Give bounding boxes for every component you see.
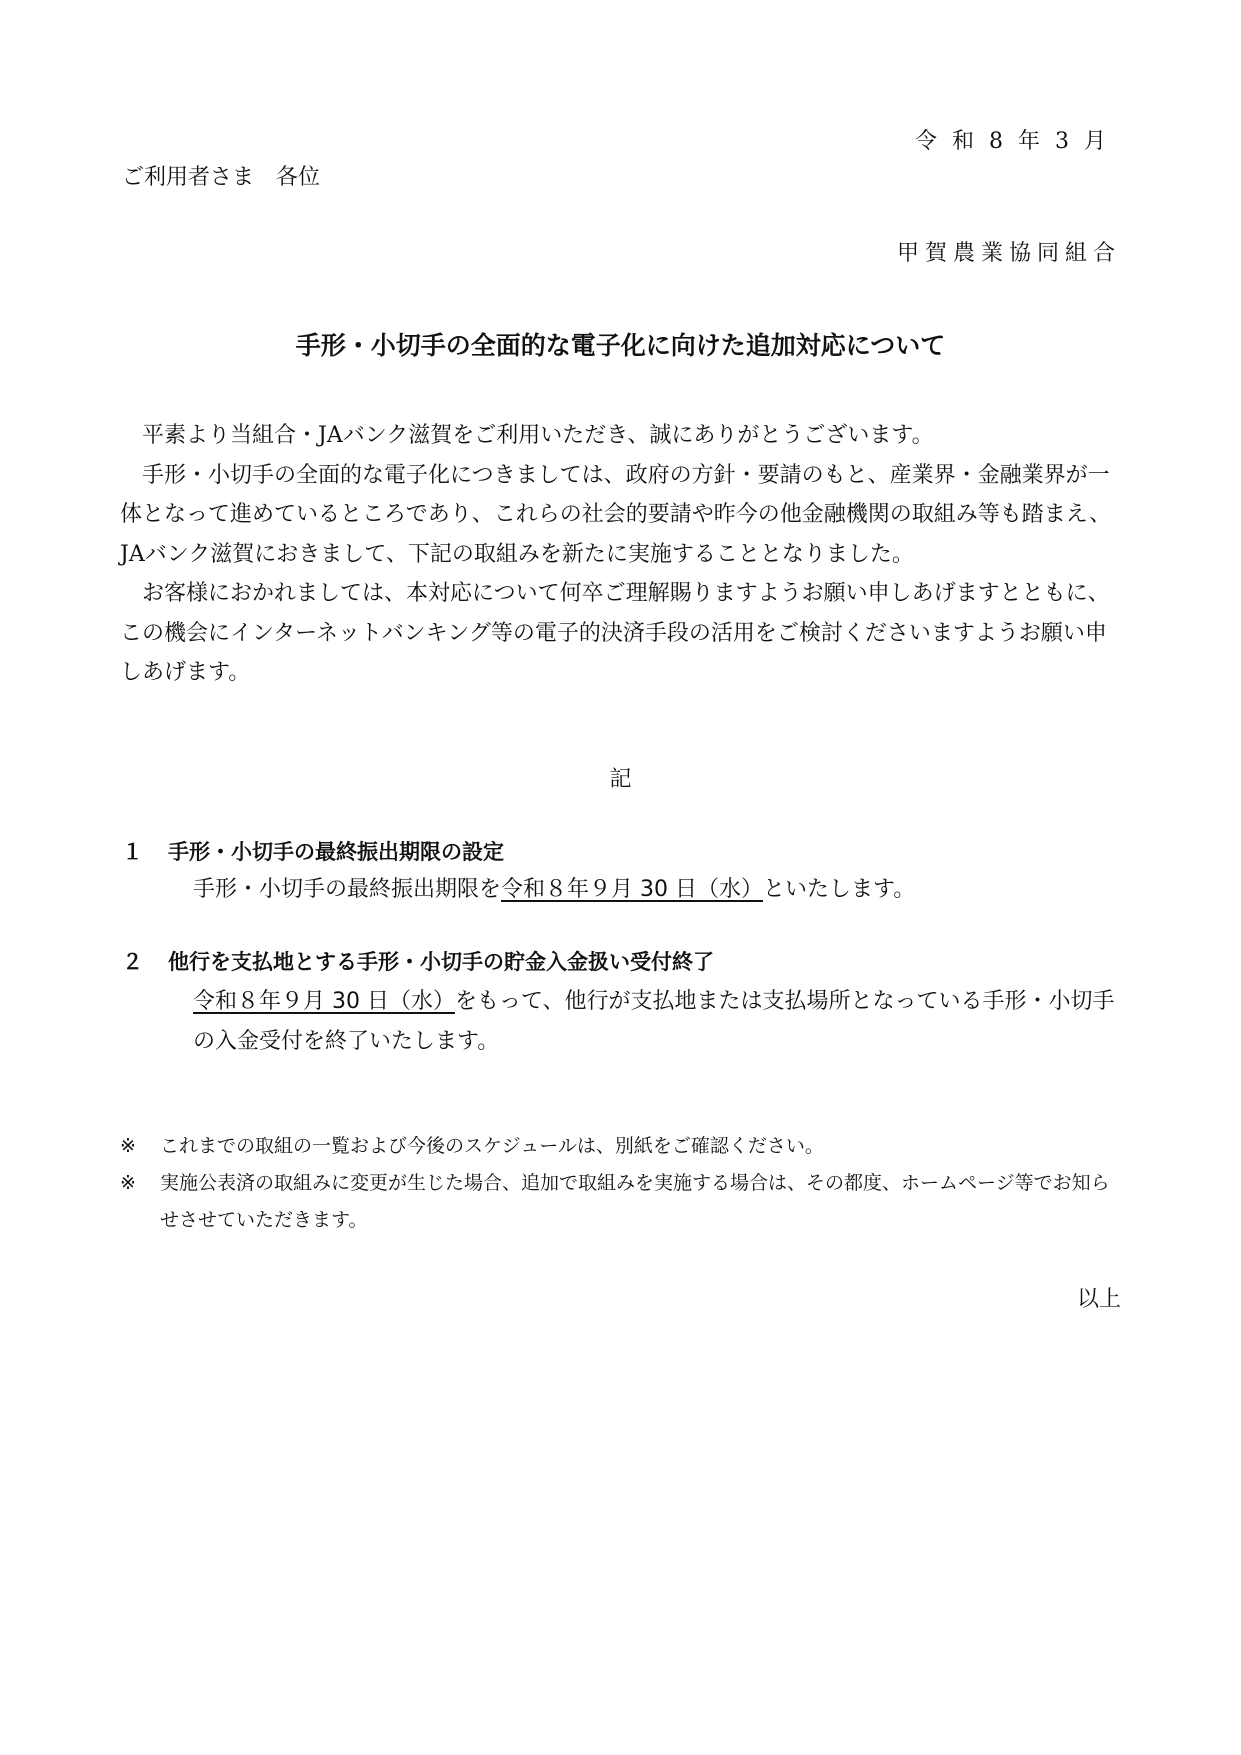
- note-item: [120, 1165, 1121, 1239]
- paragraph-greeting: 平素より当組合・JAバンク滋賀をご利用いただき、誠にありがとうございます。: [142, 423, 934, 448]
- paragraph-request: お客様におかれましては、本対応について何卒ご理解賜りますようお願い申しあげますとともに、この機会にインターネットバンキング等の電子的決済手段の活用をご検討くださいますようお願い申しあげます。: [120, 581, 1110, 685]
- item-1-deadline-date: 令和８年９月 30 日（水）: [501, 877, 763, 902]
- paragraph-background: 手形・小切手の全面的な電子化につきましては、政府の方針・要請のもと、産業界・金融業界が一体となって進めているところであり、これらの社会的要請や昨今の他金融機関の取組み等も踏まえ、JAバンク滋賀におきまして、下記の取組みを新たに実施することとなりました。: [120, 462, 1112, 567]
- item-2-deadline-date: 令和８年９月 30 日（水）: [193, 989, 455, 1014]
- sender-organization: 甲賀農業協同組合: [896, 241, 1121, 266]
- note-text: 実施公表済の取組みに変更が生じた場合、追加で取組みを実施する場合は、その都度、ホームページ等でお知らせさせていただきます。: [160, 1172, 1110, 1231]
- recipient: ご利用者さま 各位: [122, 165, 321, 190]
- note-text: これまでの取組の一覧および今後のスケジュールは、別紙をご確認ください。: [160, 1135, 824, 1157]
- ki-marker: 記: [609, 767, 632, 792]
- body-text: [120, 416, 1121, 693]
- item-1-heading: １ 手形・小切手の最終振出期限の設定: [122, 836, 504, 866]
- document-title: 手形・小切手の全面的な電子化に向けた追加対応について: [295, 331, 946, 360]
- item-2-body: 令和８年９月 30 日（水）をもって、他行が支払地または支払場所となっている手形・小切手の入金受付を終了いたします。: [193, 989, 1115, 1054]
- document-date: 令和8年3月: [915, 129, 1121, 154]
- item-2-number: ２: [122, 950, 143, 974]
- note-mark: ※: [120, 1172, 136, 1194]
- item-1-body: 手形・小切手の最終振出期限を令和８年９月 30 日（水）といたします。: [193, 877, 916, 902]
- closing-mark: 以上: [1076, 1287, 1121, 1312]
- notes: [120, 1128, 1121, 1239]
- item-1-number: １: [122, 840, 143, 864]
- item-2-heading: ２ 他行を支払地とする手形・小切手の貯金入金扱い受付終了: [122, 946, 714, 976]
- note-item: [120, 1128, 1121, 1165]
- note-mark: ※: [120, 1135, 136, 1157]
